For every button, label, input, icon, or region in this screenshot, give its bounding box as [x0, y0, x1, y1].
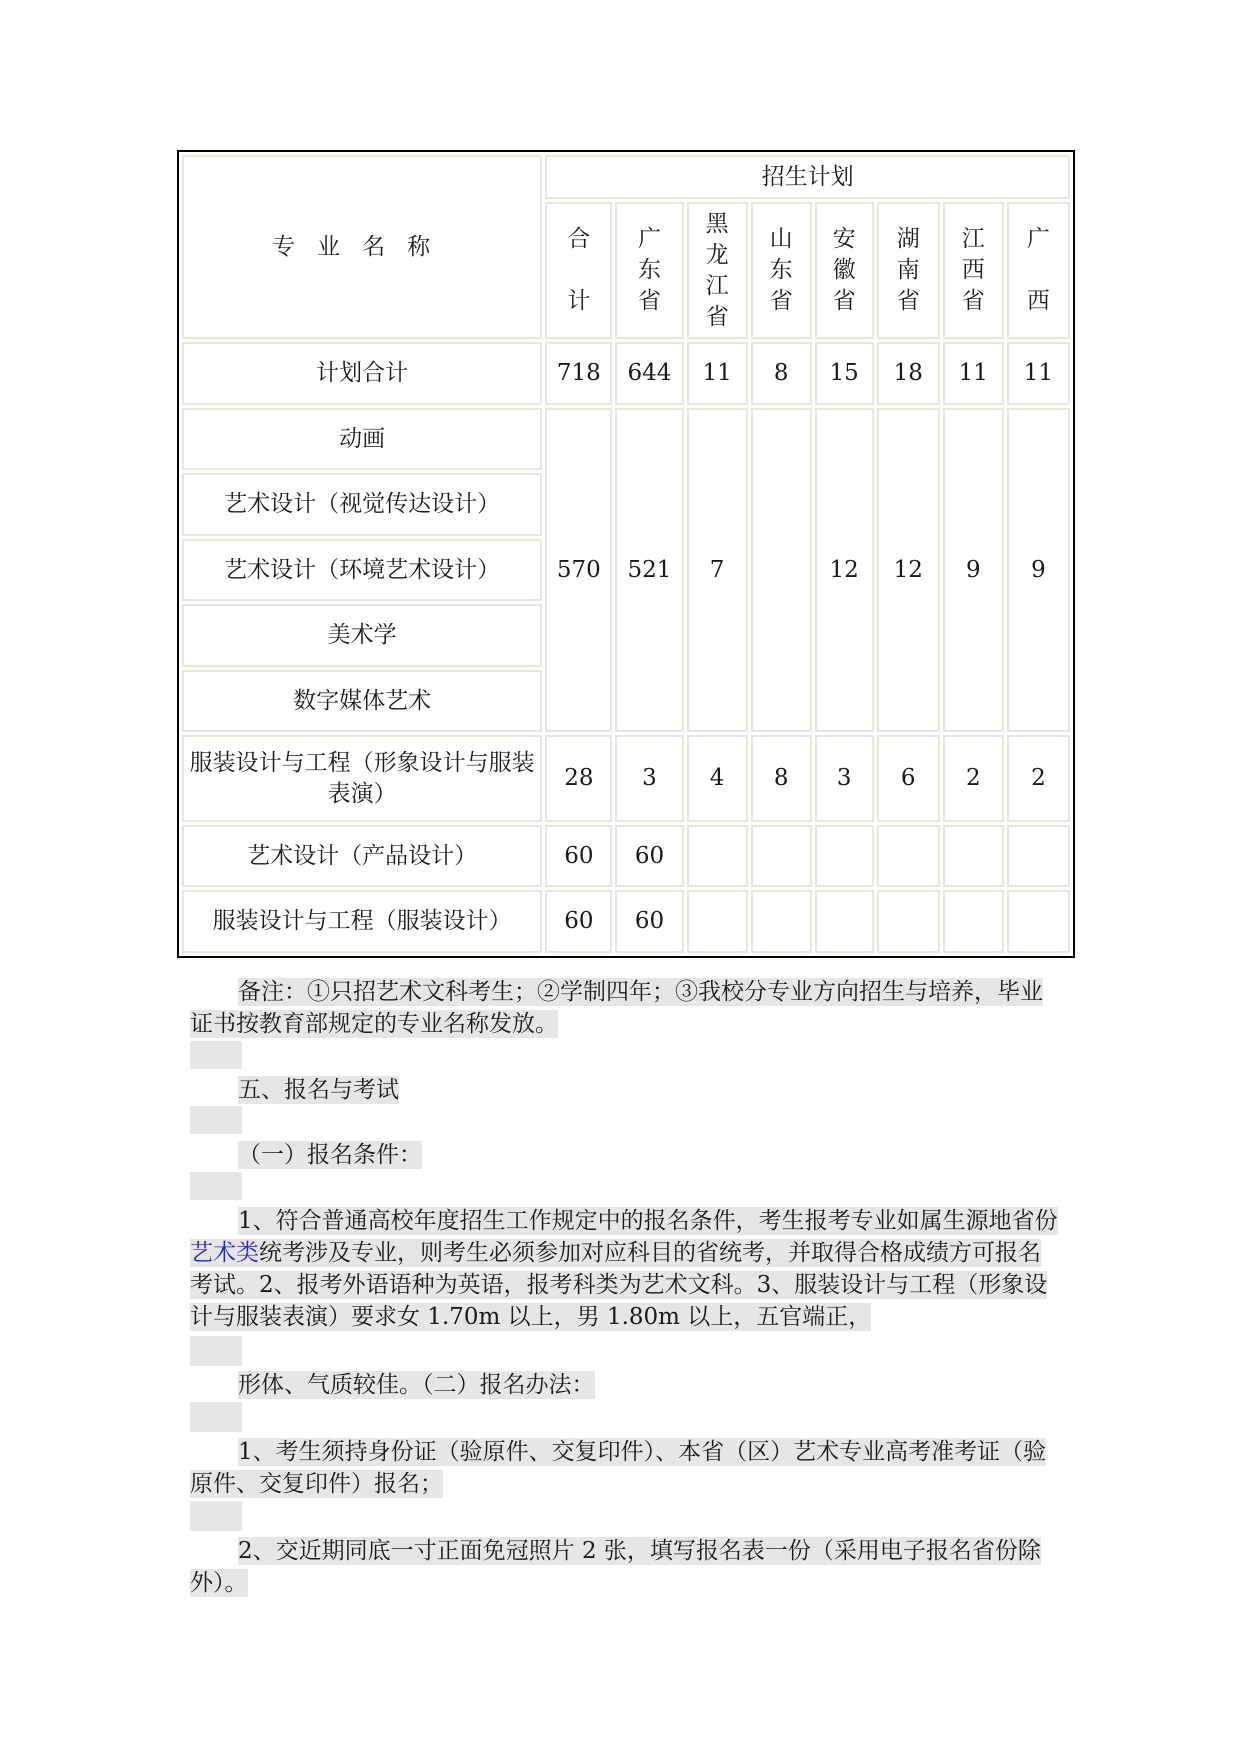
total-row-label: 计划合计 [182, 342, 542, 404]
total-value-cell: 15 [815, 342, 874, 404]
province-header-char: 广 [637, 226, 661, 253]
province-header-char: 省 [705, 303, 729, 330]
province-header-cell [615, 202, 683, 339]
total-value-cell: 718 [545, 342, 612, 404]
province-header-char [1009, 255, 1068, 286]
major-name-cell: 服装设计与工程（服装设计） [182, 890, 542, 953]
total-value-cell: 8 [751, 342, 812, 404]
province-header-char: 省 [896, 288, 920, 315]
paragraph-2 [238, 1369, 1062, 1401]
highlight-bar [190, 1172, 242, 1200]
highlight-bar [190, 1336, 242, 1366]
group-value-cell: 9 [943, 408, 1004, 732]
province-header-cell [1007, 202, 1070, 339]
total-value-cell: 644 [615, 342, 683, 404]
value-cell [751, 890, 812, 953]
highlight-bar [190, 1041, 242, 1069]
province-header-char: 徽 [832, 257, 856, 284]
value-cell: 4 [687, 735, 748, 822]
highlight-bar [190, 1501, 242, 1531]
art-category-link[interactable]: 艺术类 [190, 1240, 259, 1266]
section5-heading: 五、报名与考试 [238, 1077, 399, 1103]
p1-text-after: 统考涉及专业，则考生必须参加对应科目的省统考，并取得合格成绩方可报名考试。2、报考外语语种为英语，报考科类为艺术文科。3、服装设计与工程（形象设计与服装表演）要求女 1.70m 以上，男 1.80m 以上，五官端正， [190, 1240, 1048, 1330]
value-cell: 60 [545, 890, 612, 953]
value-cell: 60 [615, 890, 683, 953]
major-name-header: 专业名称 [182, 155, 542, 339]
group-value-cell [751, 408, 812, 732]
group-value-cell: 7 [687, 408, 748, 732]
province-header-cell [545, 202, 612, 339]
value-cell: 2 [943, 735, 1004, 822]
major-name-cell: 服装设计与工程（形象设计与服装表演） [182, 735, 542, 822]
plan-header: 招生计划 [545, 155, 1070, 199]
province-header-char: 南 [896, 257, 920, 284]
value-cell: 3 [615, 735, 683, 822]
province-header-char: 省 [769, 288, 793, 315]
highlight-bar [190, 1402, 242, 1432]
paragraph-1 [190, 1205, 1062, 1333]
remark-text: 备注：①只招艺术文科考生；②学制四年；③我校分专业方向招生与培养，毕业证书按教育部规定的专业名称发放。 [190, 979, 1043, 1037]
p3-text: 1、考生须持身份证（验原件、交复印件）、本省（区）艺术专业高考准考证（验原件、交复印件）报名； [190, 1439, 1047, 1497]
province-header-cell [815, 202, 874, 339]
subsection-heading [238, 1139, 1062, 1171]
total-value-cell: 11 [687, 342, 748, 404]
group-value-cell: 12 [815, 408, 874, 732]
group-value-cell: 12 [877, 408, 940, 732]
province-header-char: 合 [567, 226, 591, 253]
highlight-bar [190, 1106, 242, 1134]
value-cell: 2 [1007, 735, 1070, 822]
province-header-char: 广 [1026, 226, 1050, 253]
province-header-char: 龙 [705, 241, 729, 268]
major-name-cell: 艺术设计（视觉传达设计） [182, 473, 542, 535]
group-value-cell: 521 [615, 408, 683, 732]
province-header-char: 省 [832, 288, 856, 315]
paragraph-3 [190, 1436, 1062, 1500]
province-header-char: 江 [961, 226, 985, 253]
province-header-char: 西 [961, 257, 985, 284]
province-header-char [547, 255, 610, 286]
major-name-cell: 数字媒体艺术 [182, 670, 542, 732]
value-cell [815, 890, 874, 953]
value-cell [943, 825, 1004, 887]
total-value-cell: 11 [943, 342, 1004, 404]
value-cell: 6 [877, 735, 940, 822]
value-cell [687, 825, 748, 887]
province-header-cell [877, 202, 940, 339]
province-header-cell [943, 202, 1004, 339]
enrollment-plan-table [177, 150, 1075, 958]
sub1-heading: （一）报名条件： [238, 1142, 422, 1168]
p1-text-before: 1、符合普通高校年度招生工作规定中的报名条件，考生报考专业如属生源地省份 [238, 1208, 1058, 1234]
value-cell [943, 890, 1004, 953]
group-value-cell: 9 [1007, 408, 1070, 732]
p4-text: 2、交近期同底一寸正面免冠照片 2 张，填写报名表一份（采用电子报名省份除外）。 [190, 1538, 1041, 1596]
value-cell [877, 825, 940, 887]
major-name-cell: 艺术设计（产品设计） [182, 825, 542, 887]
major-name-cell: 艺术设计（环境艺术设计） [182, 539, 542, 601]
province-header-char: 省 [961, 288, 985, 315]
province-header-cell [751, 202, 812, 339]
value-cell [815, 825, 874, 887]
remark-paragraph [190, 976, 1062, 1040]
province-header-char: 东 [637, 257, 661, 284]
major-name-cell: 动画 [182, 408, 542, 470]
paragraph-4 [190, 1535, 1062, 1599]
value-cell [687, 890, 748, 953]
value-cell [1007, 825, 1070, 887]
province-header-char: 安 [832, 226, 856, 253]
province-header-char: 黑 [705, 210, 729, 237]
total-value-cell: 11 [1007, 342, 1070, 404]
p2-text: 形体、气质较佳。（二）报名办法： [238, 1372, 595, 1398]
value-cell: 60 [545, 825, 612, 887]
value-cell: 60 [615, 825, 683, 887]
province-header-char: 湖 [896, 226, 920, 253]
value-cell: 28 [545, 735, 612, 822]
province-header-char: 计 [567, 288, 591, 315]
province-header-char: 山 [769, 226, 793, 253]
value-cell: 8 [751, 735, 812, 822]
province-header-char: 西 [1026, 288, 1050, 315]
province-header-char: 江 [705, 272, 729, 299]
value-cell: 3 [815, 735, 874, 822]
total-value-cell: 18 [877, 342, 940, 404]
value-cell [877, 890, 940, 953]
province-header-cell [687, 202, 748, 339]
major-name-cell: 美术学 [182, 604, 542, 666]
value-cell [1007, 890, 1070, 953]
section-heading [238, 1074, 1062, 1106]
group-value-cell: 570 [545, 408, 612, 732]
province-header-char: 省 [637, 288, 661, 315]
value-cell [751, 825, 812, 887]
province-header-char: 东 [769, 257, 793, 284]
